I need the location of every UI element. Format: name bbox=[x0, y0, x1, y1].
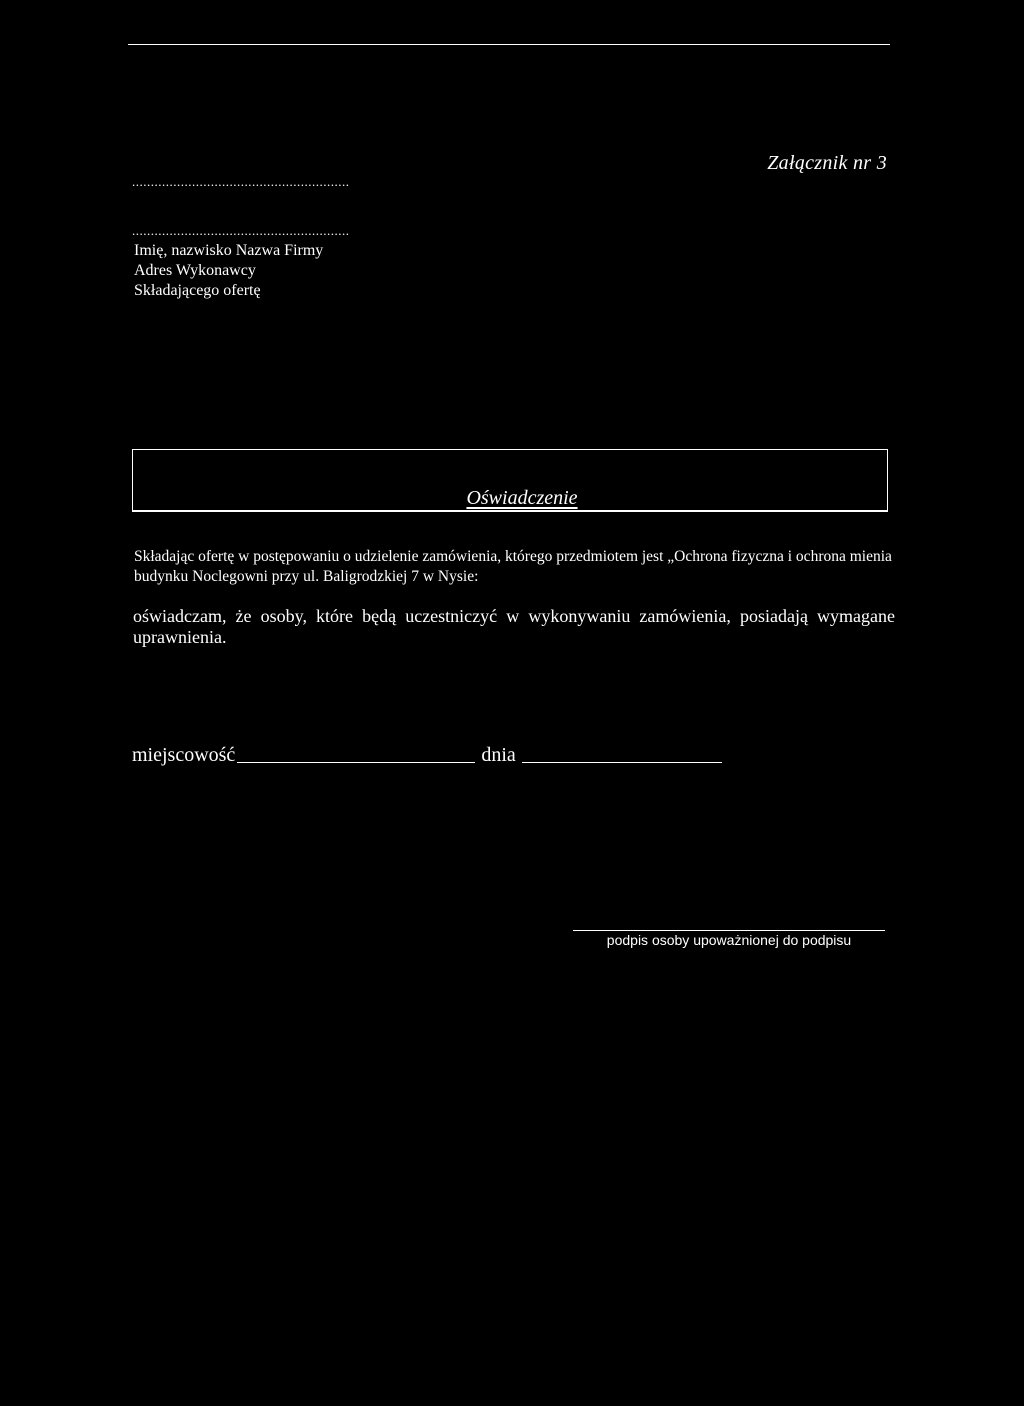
date-blank[interactable] bbox=[522, 744, 722, 763]
dotted-placeholder-line: .......................................................... bbox=[132, 223, 350, 238]
attachment-label: Załącznik nr 3 bbox=[767, 152, 887, 174]
sender-block bbox=[134, 241, 323, 301]
intro-paragraph: Składając ofertę w postępowaniu o udzielenie zamówienia, którego przedmiotem jest „Ochrona fizyczna i ochrona mienia budynku Noclegowni przy ul. Baligrodzkiej 7 w Nysie: bbox=[134, 548, 892, 585]
place-blank[interactable] bbox=[237, 744, 475, 763]
top-rule bbox=[128, 44, 890, 45]
date-label: dnia bbox=[481, 744, 516, 766]
sender-line: Imię, nazwisko Nazwa Firmy bbox=[134, 242, 324, 259]
dotted-placeholder-line: .......................................................... bbox=[132, 174, 350, 189]
place-date-line bbox=[132, 744, 722, 767]
signature-line[interactable] bbox=[573, 930, 885, 931]
sender-line: Adres Wykonawcy bbox=[134, 262, 256, 279]
declaration-paragraph: oświadczam, że osoby, które będą uczestniczyć w wykonywaniu zamówienia, posiadają wymagane uprawnienia. bbox=[133, 606, 895, 647]
place-label: miejscowość bbox=[132, 744, 236, 766]
signature-caption: podpis osoby upoważnionej do podpisu bbox=[606, 932, 852, 948]
sender-line: Składającego ofertę bbox=[134, 282, 261, 299]
document-title: Oświadczenie bbox=[466, 487, 578, 509]
